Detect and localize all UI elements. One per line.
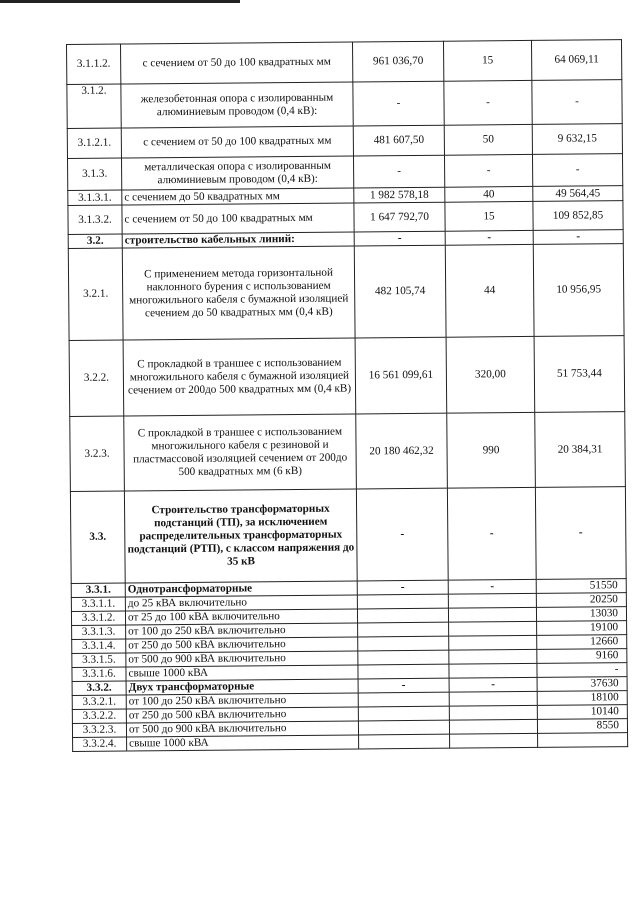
table-row: [67, 124, 622, 159]
row-description: С прокладкой в траншее с использованием многожильного кабеля с резиновой и пластмассовой изоляцией сечением от 200до 500 квадратных мм (6 кВ): [124, 414, 357, 491]
table-row: [67, 80, 622, 129]
row-description: с сечением от 50 до 100 квадратных мм: [121, 126, 353, 158]
row-description: свыше 1000 кВА: [127, 735, 359, 751]
row-rate: 37630: [537, 677, 627, 692]
row-cost: [358, 664, 449, 679]
row-description: от 250 до 500 кВА включительно: [126, 707, 358, 723]
row-quantity: [449, 705, 537, 720]
row-cost: 1 982 578,18: [354, 187, 445, 203]
row-quantity: 990: [447, 412, 536, 488]
row-number: 3.3.2.: [72, 681, 126, 695]
row-description: Однотрансформаторные: [125, 581, 357, 597]
row-description: от 250 до 500 кВА включительно: [126, 637, 358, 653]
row-rate: 51550: [536, 579, 626, 594]
row-number: 3.3.2.1.: [72, 695, 126, 709]
row-quantity: -: [448, 579, 536, 594]
row-description: С прокладкой в траншее с использованием многожильного кабеля с бумажной изоляцией сечением от 200до 500 квадратных мм (0,4 кВ): [123, 338, 356, 416]
row-description: свыше 1000 кВА: [126, 665, 358, 681]
row-description: от 500 до 900 кВА включительно: [126, 651, 358, 667]
row-rate: 109 852,85: [533, 201, 623, 231]
row-number: 3.3.1.5.: [72, 653, 126, 667]
row-cost: [357, 594, 448, 609]
row-number: 3.3.1.: [71, 583, 125, 597]
row-description: с сечением от 50 до 100 квадратных мм: [122, 203, 354, 234]
row-quantity: [448, 607, 536, 622]
row-cost: [358, 692, 449, 707]
row-number: 3.2.1.: [68, 248, 123, 340]
row-number: 3.3.1.4.: [72, 639, 126, 653]
row-quantity: -: [449, 677, 537, 692]
row-number: 3.2.3.: [70, 416, 125, 491]
row-number: 3.3.1.2.: [71, 611, 125, 625]
row-cost: [358, 720, 449, 735]
row-quantity: [449, 635, 537, 650]
row-number: 3.1.1.2.: [67, 44, 121, 84]
row-cost: -: [358, 678, 449, 693]
row-number: 3.1.2.1.: [67, 128, 121, 158]
tariff-table-page: [66, 39, 627, 752]
row-rate: 8550: [537, 719, 627, 734]
row-rate: -: [535, 487, 626, 580]
row-description: от 25 до 100 кВА включительно: [125, 609, 357, 625]
row-number: 3.3.1.1.: [71, 597, 125, 611]
row-rate: 20250: [536, 593, 626, 608]
row-rate: 10 956,95: [533, 244, 624, 337]
row-rate: 9160: [537, 649, 627, 664]
row-cost: -: [353, 155, 444, 188]
row-description: от 500 до 900 кВА включительно: [126, 721, 358, 737]
row-rate: 12660: [537, 635, 627, 650]
row-rate: 64 069,11: [531, 40, 621, 81]
top-rule: [0, 0, 240, 3]
row-cost: 961 036,70: [352, 41, 443, 82]
row-number: 3.1.3.1.: [68, 190, 122, 205]
row-rate: 49 564,45: [533, 186, 623, 202]
row-rate: 51 753,44: [534, 336, 625, 413]
row-rate: -: [537, 663, 627, 678]
row-description: с сечением от 50 до 100 квадратных мм: [121, 42, 353, 84]
table-row: [70, 487, 626, 584]
row-cost: -: [356, 488, 448, 581]
row-number: 3.1.3.: [67, 158, 121, 190]
row-quantity: 15: [443, 40, 531, 81]
row-description: от 100 до 250 кВА включительно: [126, 693, 358, 709]
table-row: [69, 336, 625, 417]
row-description: строительство кабельных линий:: [122, 232, 354, 248]
row-number: 3.1.2.: [67, 84, 121, 128]
row-number: 3.3.2.2.: [72, 709, 126, 723]
row-rate: [538, 733, 628, 748]
row-rate: 18100: [537, 691, 627, 706]
table-row: [68, 244, 624, 341]
row-rate: 20 384,31: [535, 412, 626, 488]
row-quantity: [448, 593, 536, 608]
row-description: Строительство трансформаторных подстанций (ТП), за исключением распределительных трансформаторных подстанций (РТП), с классом напряжения до 35 кВ: [124, 489, 357, 583]
row-rate: 9 632,15: [532, 124, 622, 155]
row-cost: [358, 636, 449, 651]
table-row: [67, 40, 622, 85]
row-quantity: 44: [445, 244, 534, 337]
row-rate: 19100: [537, 621, 627, 636]
row-number: 3.2.2.: [69, 340, 124, 416]
table-row: [70, 412, 626, 492]
row-cost: 1 647 792,70: [354, 202, 445, 232]
row-quantity: -: [444, 80, 532, 125]
row-quantity: [449, 663, 537, 678]
row-quantity: [449, 691, 537, 706]
row-quantity: -: [444, 154, 532, 187]
row-number: 3.3.1.6.: [72, 667, 126, 681]
row-number: 3.3.2.4.: [73, 737, 127, 751]
row-cost: 481 607,50: [353, 125, 444, 156]
row-quantity: [449, 649, 537, 664]
row-rate: -: [532, 80, 622, 125]
row-quantity: [450, 733, 538, 748]
row-rate: 13030: [536, 607, 626, 622]
row-cost: [359, 734, 450, 749]
row-description: железобетонная опора с изолированным алюминиевым проводом (0,4 кВ):: [121, 82, 353, 128]
row-description: с сечением до 50 квадратных мм: [122, 188, 354, 205]
row-description: до 25 кВА включительно: [125, 595, 357, 611]
row-description: металлическая опора с изолированным алюминиевым проводом (0,4 кВ):: [121, 156, 353, 190]
row-quantity: 50: [444, 124, 532, 155]
row-cost: -: [354, 231, 445, 246]
row-cost: -: [353, 81, 444, 126]
row-cost: 482 105,74: [354, 245, 446, 338]
row-cost: 20 180 462,32: [356, 413, 448, 489]
row-cost: [358, 622, 449, 637]
row-quantity: [449, 719, 537, 734]
row-cost: [358, 706, 449, 721]
row-description: С применением метода горизонтальной наклонного бурения с использованием многожильного кабеля с бумажной изоляцией сечением до 50 квадратных мм (0,4 кВ): [122, 246, 355, 340]
row-description: от 100 до 250 кВА включительно: [126, 623, 358, 639]
tariff-table: [66, 39, 628, 752]
row-number: 3.2.: [68, 234, 122, 248]
row-cost: 16 561 099,61: [355, 337, 447, 414]
row-rate: 10140: [537, 705, 627, 720]
row-rate: -: [532, 154, 622, 187]
row-quantity: -: [447, 487, 536, 580]
row-quantity: 40: [445, 186, 533, 202]
row-cost: [358, 650, 449, 665]
row-number: 3.1.3.2.: [68, 205, 122, 234]
row-quantity: 15: [445, 201, 533, 231]
table-row: [67, 154, 622, 191]
row-number: 3.3.2.3.: [72, 723, 126, 737]
row-cost: [357, 608, 448, 623]
row-quantity: -: [445, 230, 533, 245]
row-number: 3.3.1.3.: [72, 625, 126, 639]
row-quantity: [449, 621, 537, 636]
row-number: 3.3.: [70, 491, 125, 583]
row-quantity: 320,00: [446, 336, 535, 413]
row-description: Двух трансформаторные: [126, 679, 358, 695]
row-cost: -: [357, 580, 448, 595]
row-rate: -: [533, 230, 623, 245]
